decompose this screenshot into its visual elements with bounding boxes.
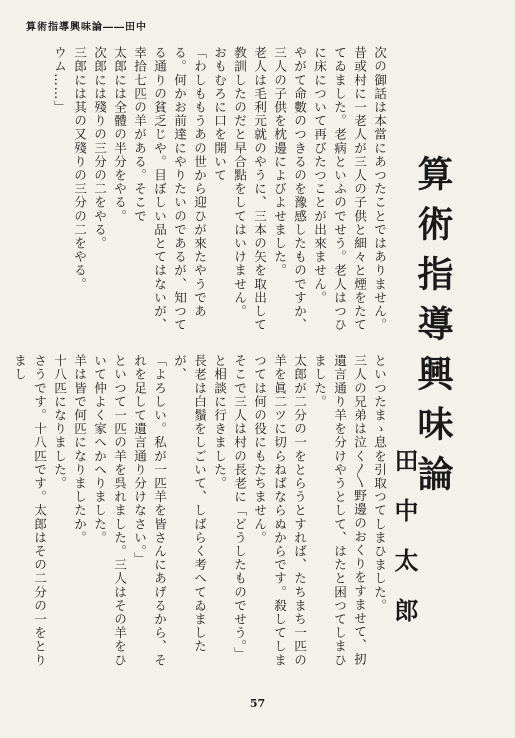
author-name: 田中太郎 xyxy=(390,448,419,648)
paragraph: といつて一匹の羊を呉れました。三人はその羊をひいて仲よく家へかへりました。 xyxy=(92,354,127,667)
paragraph: そこで三人は村の長老に「どうしたものでせう。」と相談に行きました。 xyxy=(212,354,247,661)
paragraph: やがて命數のつきるのを豫感したものですか、三人の子供を枕邊によびよせました。 xyxy=(272,46,307,332)
paragraph: 十八匹になりました。 xyxy=(52,354,67,490)
paragraph: 太郎が二分の一をとらうとすれば、たちまち一匹の羊を眞二ツに切らねばならぬからです。殺してしまつては何の役にもたちません。 xyxy=(252,354,307,667)
paragraph: 長老は白鬚をしごいて、しばらく考へてゐましたが、 xyxy=(172,354,207,654)
paragraph: 「わしももうあの世から迎ひが來たやうである。何かお前達にやりたいのであるが、知つてる通りの貧乏じや。目ぼしい品とてはないが、幸拾七匹の羊がある。そこで xyxy=(132,46,207,332)
page-number: 57 xyxy=(249,697,266,710)
paragraph: おもむろに口を開いて xyxy=(212,46,227,182)
paragraph: ウム……」 xyxy=(52,46,67,114)
body-text-top xyxy=(0,46,389,334)
paragraph: 太郎には全體の半分をやる。 xyxy=(112,46,127,223)
paragraph: 羊は皆で何匹になりましたか。 xyxy=(72,354,87,545)
paragraph: 「よろしい。私が一匹羊を皆さんにあげるから、それを足して遺言通り分けなさい。」 xyxy=(132,354,167,667)
paragraph: 老人は毛利元就のやうに、三本の矢を取出して教訓したのだと早合點をしてはいけません。 xyxy=(232,46,267,332)
paragraph: 昔或村に一老人が三人の子供と細々と煙をたててゐました。老病といふのでせう。老人はつひに床について再びたつことが出來ません。 xyxy=(312,46,367,332)
paragraph: 三人の兄弟は泣く〳〵野邊のおくりをすませて、扨遺言通り羊を分けやうとして、はたと困つてしまひました。 xyxy=(312,354,367,667)
paragraph: さうです。十八匹です。太郎はその二分の一をとりまし xyxy=(12,354,47,667)
paragraph: 次郎には殘りの三分の二をやる。 xyxy=(92,46,107,250)
paragraph: 三郎には其の又殘りの三分の二をやる。 xyxy=(72,46,87,291)
paragraph: といつたまゝ息を引取つてしまひました。 xyxy=(372,354,387,613)
running-head: 算術指導興味論――田中 xyxy=(26,22,147,33)
body-text-bottom xyxy=(0,354,389,672)
paragraph: 次の御話は本當にあつたことではありません。 xyxy=(372,46,387,332)
article-title: 算術指導興味論 xyxy=(412,155,454,505)
